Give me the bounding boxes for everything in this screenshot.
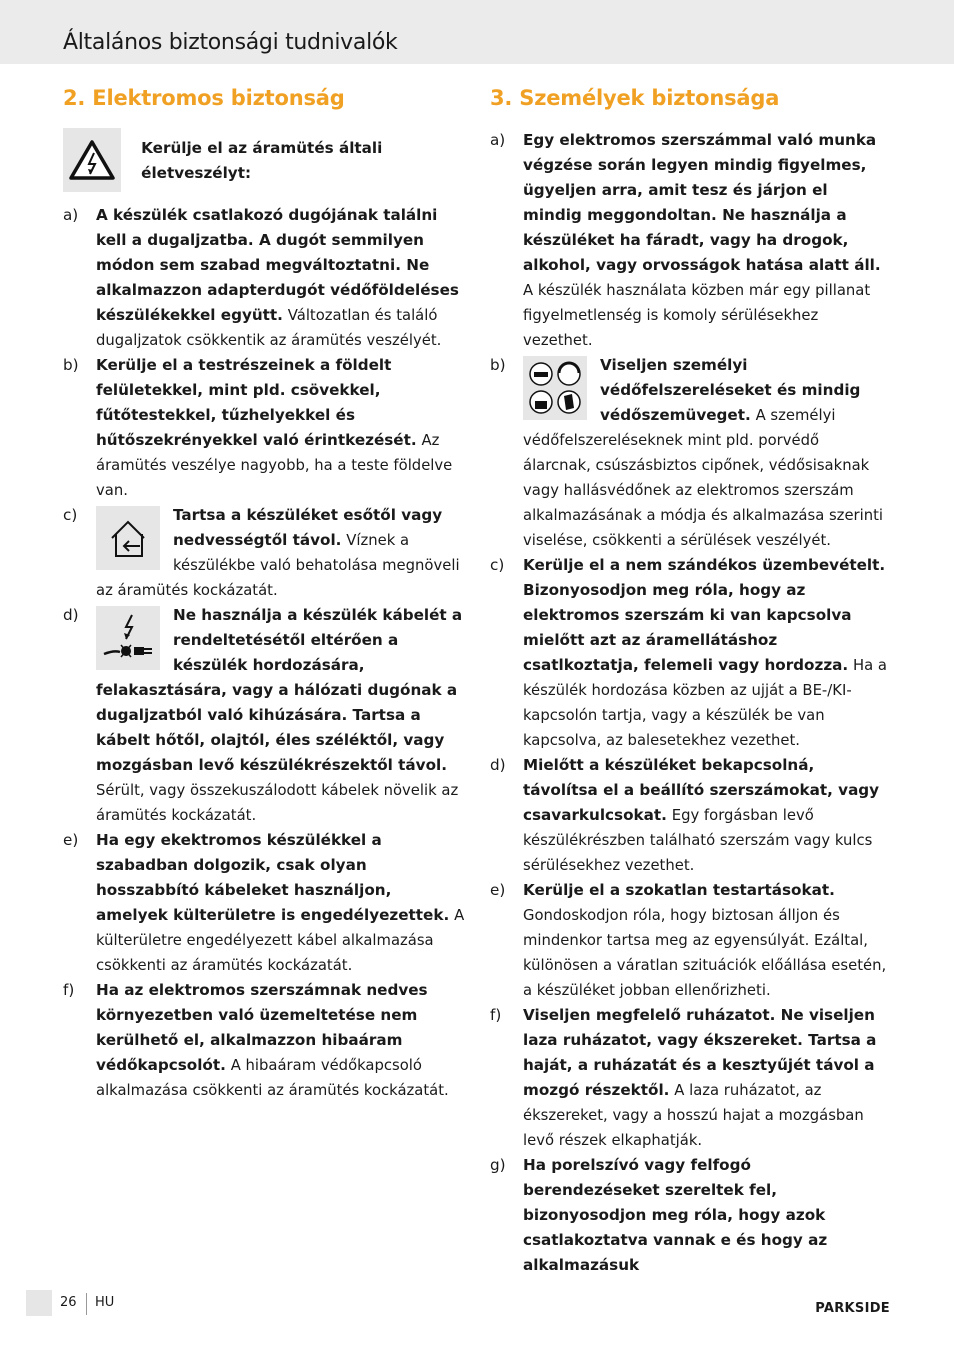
page-number: 26: [60, 1295, 77, 1310]
list-item: f) Viseljen megfelelő ruházatot. Ne viseljen laza ruházatot, vagy ékszereket. Tartsa a haját, a ruházatát és a kesztyűjét távol a mozgó részektől. A laza ruházatot, az ékszereket, vagy a hosszú hajat a mozgásban levő részek elkaphatják.: [490, 1006, 877, 1149]
warning-triangle-icon: [63, 128, 121, 192]
list-item: a) A készülék csatlakozó dugójának találni kell a dugaljzatba. A dugót semmilyen módon sem szabad megváltoztatni. Ne alkalmazzon adapterdugót védőföldeléses készülékekkel együtt. Változatlan és találó dugaljzatok csökkentik az áramütés veszélyét.: [63, 206, 459, 349]
list-item: c) Tartsa a készüléket esőtől vagy nedvességtől távol. Víznek a készülékbe való behatolása megnöveli az áramütés kockázatát.: [63, 506, 460, 599]
list-item: d) Ne használja a készülék kábelét a rendeltetésétől eltérően a készülék hordozására, felakasztására, vagy a hálózati dugónak a dugaljzatból való kihúzására. Tartsa a kábelt hőtől, olajtól, éles széléktől, vagy mozgásban levő készülékrészektől távol. Sérült, vagy összekuszálodott kábelek növelik az áramütés kockázatát.: [63, 606, 463, 824]
list-item: e) Kerülje el a szokatlan testartásokat. Gondoskodjon róla, hogy biztosan álljon és mindenkor tartsa meg az egyensúlyát. Ezáltal, különösen a váratlan szituációk előállása esetén, a készüléket jobban ellenőrizheti.: [490, 881, 887, 999]
language-code: HU: [95, 1295, 115, 1310]
list-item: b) Viseljen személyi védőfelszereléseket és mindig védőszemüveget. A személyi védőfelszereléseknek mint pld. porvédő álarcnak, csúszásbiztos cipőnek, védősisaknak vagy hallásvédőnek az elektromos szerszám alkalmazásának a módja és alkalmazása szerinti viselése, csökkenti a sérülések veszélyét.: [490, 356, 884, 549]
section-electrical-safety: [63, 84, 465, 1103]
list-item: c) Kerülje el a nem szándékos üzembevételt. Bizonyosodjon meg róla, hogy az elektromos szerszám ki van kapcsolva mielőtt azt az áramellátáshoz csatlkoztatja, felemeli vagy hordozza. Ha a készülék hordozása közben az ujját a BE-/KI-kapcsolón tartja, vagy a készülék be van kapcsolva, az balesetekhez vezethet.: [490, 556, 887, 749]
list-item: a) Egy elektromos szerszámmal való munka végzése során legyen mindig figyelmes, ügyeljen arra, amit tesz és járjon el mindig meggondoltan. Ne használja a készüléket ha fáradt, vagy ha drogok, alkohol, vagy orvosságok hatása alatt áll. A készülék használata közben már egy pillanat figyelmetlenség is komoly sérülésekhez vezethet.: [490, 131, 881, 349]
section-heading: 2. Elektromos biztonság: [63, 86, 345, 110]
list-item: e) Ha egy ekektromos készülékkel a szabadban dolgozik, csak olyan hosszabbító kábeleket használjon, amelyek külterületre is engedélyezettek. A külterületre engedélyezett kábel alkalmazása csökkenti az áramütés kockázatát.: [63, 831, 465, 974]
list-item: g) Ha porelszívó vagy felfogó berendezéseket szereltek fel, bizonyosodjon meg róla, hogy azok csatlakoztatva vannak e és hogy az alkalmazásuk: [490, 1156, 828, 1274]
footer-divider: [86, 1293, 87, 1315]
footer-marker: [26, 1290, 52, 1316]
warning-block: [63, 128, 465, 192]
list-item: f) Ha az elektromos szerszámnak nedves környezetben való üzemeltetése nem kerülhető el, alkalmazzon hibaáram védőkapcsolót. A hibaáram védőkapcsoló alkalmazása csökkenti az áramütés kockázatát.: [63, 981, 449, 1099]
cable-lightning-icon: [96, 606, 160, 670]
warning-text: Kerülje el az áramütés általi életveszélyt:: [141, 139, 383, 182]
ppe-icon: [523, 356, 587, 420]
brand-logo: PARKSIDE: [815, 1301, 890, 1316]
house-protection-icon: [96, 506, 160, 570]
page-title: Általános biztonsági tudnivalók: [63, 30, 398, 55]
section-heading: 3. Személyek biztonsága: [490, 86, 780, 110]
page-header: [0, 0, 954, 64]
list-item: b) Kerülje el a testrészeinek a földelt felületekkel, mint pld. csövekkel, fűtőtestekkel, tűzhelyekkel és hűtőszekrényekkel való érintkezését. Az áramütés veszélye nagyobb, ha a teste földelve van.: [63, 356, 453, 499]
section-personal-safety: [490, 84, 890, 1278]
list-item: d) Mielőtt a készüléket bekapcsolná, távolítsa el a beállító szerszámokat, vagy csavarkulcsokat. Egy forgásban levő készülékrészben található szerszám vagy kulcs sérülésekhez vezethet.: [490, 756, 880, 874]
